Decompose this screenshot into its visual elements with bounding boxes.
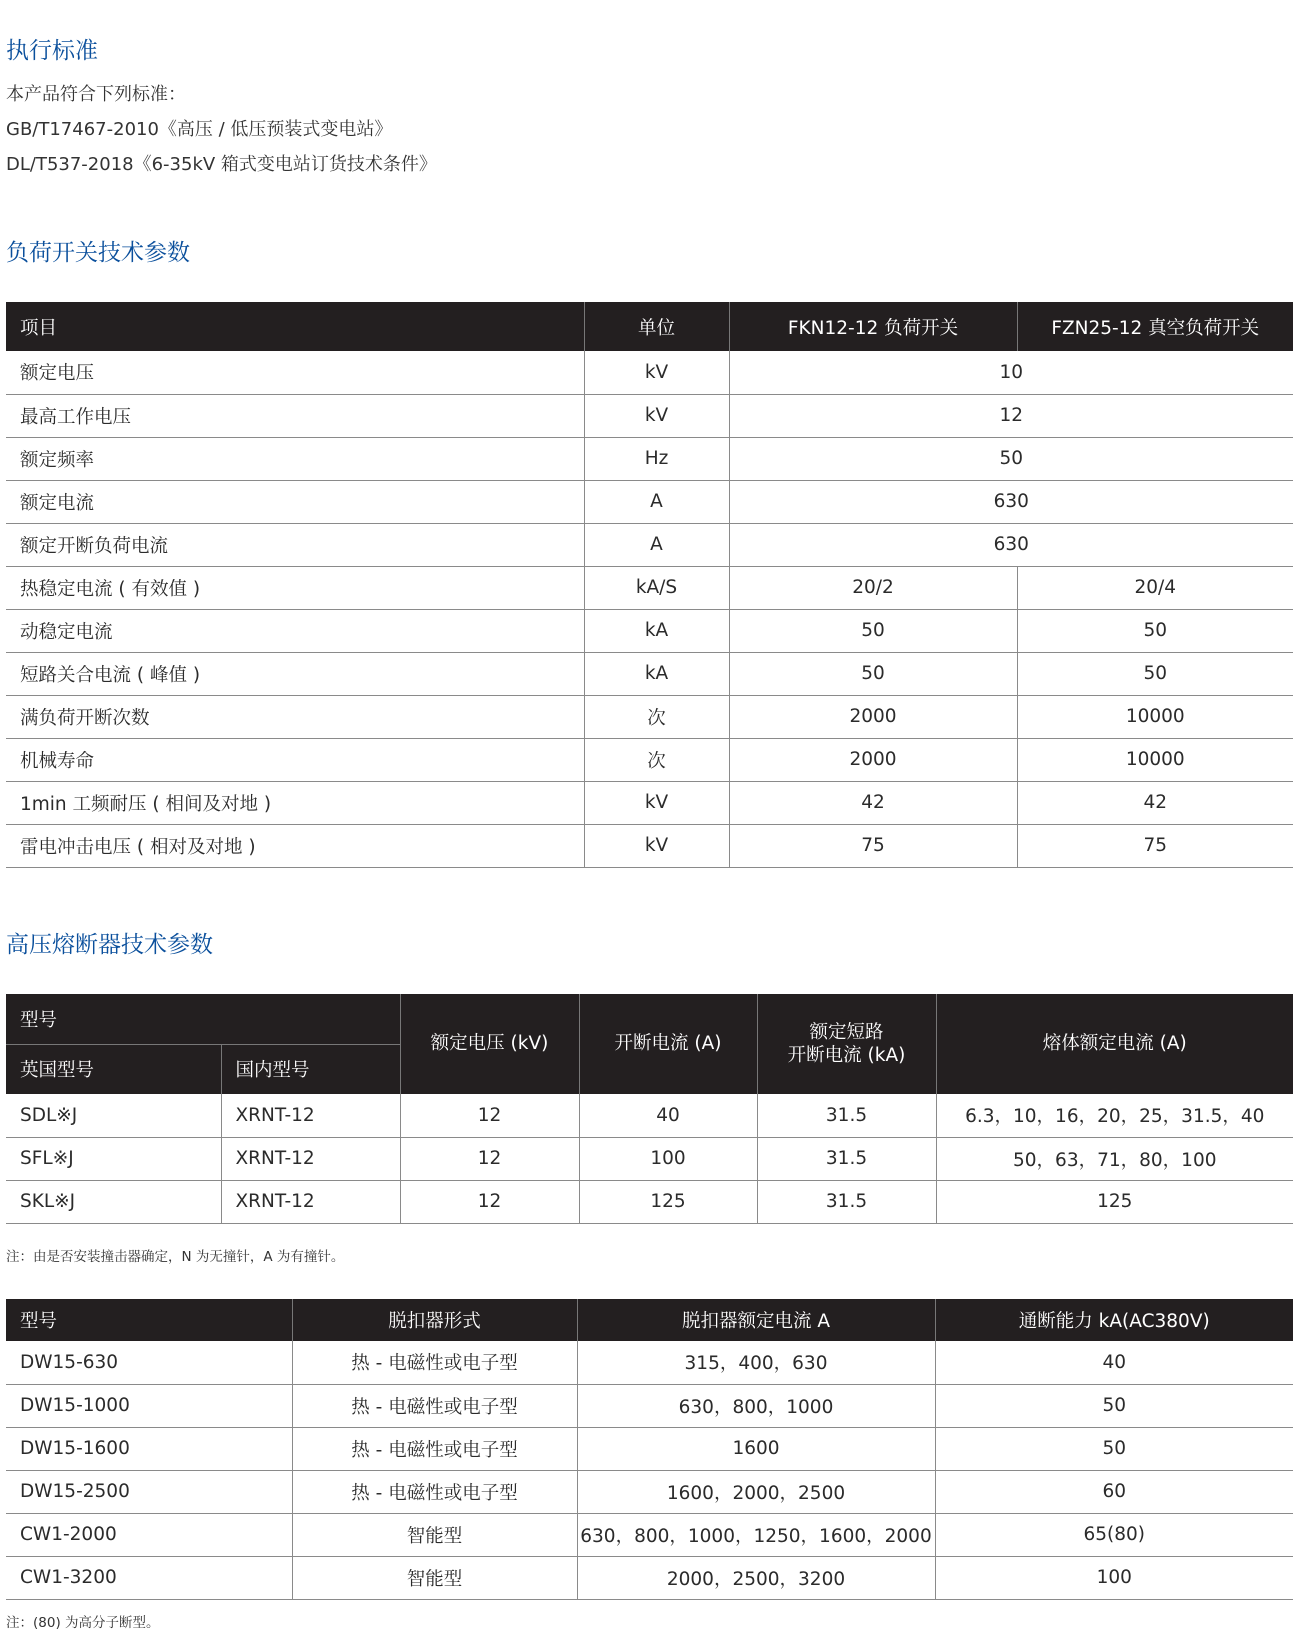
table-row: [6, 1137, 1293, 1180]
row-unit: kA/S: [584, 566, 729, 609]
row-capacity: 65(80): [935, 1513, 1293, 1556]
row-fzn: 42: [1017, 781, 1293, 824]
fuse-heading: 高压熔断器技术参数: [6, 932, 213, 958]
row-unit: kV: [584, 351, 729, 394]
table-row: [6, 781, 1293, 824]
row-model: DW15-630: [6, 1341, 292, 1384]
row-item: 最高工作电压: [6, 394, 584, 437]
header-model: 型号: [6, 994, 400, 1044]
row-fzn: 10000: [1017, 738, 1293, 781]
table-row: [6, 1470, 1293, 1513]
table-row: [6, 1427, 1293, 1470]
row-item: 动稳定电流: [6, 609, 584, 652]
table-row: [6, 351, 1293, 394]
row-unit: Hz: [584, 437, 729, 480]
row-unit: 次: [584, 695, 729, 738]
row-melt: 125: [936, 1180, 1293, 1223]
row-item: 机械寿命: [6, 738, 584, 781]
row-short: 31.5: [757, 1094, 936, 1137]
row-unit: kA: [584, 652, 729, 695]
row-melt: 50，63，71，80，100: [936, 1137, 1293, 1180]
header-short-circuit-line2: 开断电流 (kA): [787, 1045, 906, 1066]
row-item: 满负荷开断次数: [6, 695, 584, 738]
table-row: [6, 480, 1293, 523]
row-type: 热 - 电磁性或电子型: [292, 1470, 577, 1513]
row-model: CW1-3200: [6, 1556, 292, 1599]
row-fzn: 75: [1017, 824, 1293, 867]
table-row: [6, 1556, 1293, 1599]
row-cn-model: XRNT-12: [221, 1180, 400, 1223]
row-current: 1600，2000，2500: [577, 1470, 935, 1513]
standard-line-1: GB/T17467-2010《高压 / 低压预装式变电站》: [6, 119, 393, 140]
row-model: DW15-1600: [6, 1427, 292, 1470]
header-uk-model: 英国型号: [6, 1044, 221, 1094]
row-capacity: 50: [935, 1384, 1293, 1427]
row-fzn: 50: [1017, 652, 1293, 695]
table-row: [6, 523, 1293, 566]
row-fzn: 20/4: [1017, 566, 1293, 609]
row-type: 热 - 电磁性或电子型: [292, 1384, 577, 1427]
row-type: 热 - 电磁性或电子型: [292, 1341, 577, 1384]
row-item: 热稳定电流 ( 有效值 ): [6, 566, 584, 609]
table-row: [6, 394, 1293, 437]
row-value: 630: [729, 523, 1293, 566]
table-header-row: [6, 994, 1293, 1044]
row-fkn: 50: [729, 652, 1017, 695]
row-capacity: 50: [935, 1427, 1293, 1470]
table-row: [6, 1094, 1293, 1137]
standards-heading: 执行标准: [6, 38, 98, 64]
row-model: DW15-1000: [6, 1384, 292, 1427]
row-unit: kA: [584, 609, 729, 652]
row-short: 31.5: [757, 1180, 936, 1223]
row-unit: kV: [584, 394, 729, 437]
row-unit: 次: [584, 738, 729, 781]
header-item: 项目: [6, 302, 584, 351]
table-row: [6, 1180, 1293, 1223]
table-row: [6, 609, 1293, 652]
standard-line-2: DL/T537-2018《6-35kV 箱式变电站订货技术条件》: [6, 154, 437, 175]
table-header-row: [6, 302, 1293, 351]
row-current: 315，400，630: [577, 1341, 935, 1384]
standards-intro: 本产品符合下列标准：: [6, 84, 186, 105]
breaker-table: [6, 1299, 1293, 1600]
row-voltage: 12: [400, 1180, 579, 1223]
row-unit: kV: [584, 781, 729, 824]
row-item: 额定电流: [6, 480, 584, 523]
row-fkn: 20/2: [729, 566, 1017, 609]
header-short-circuit-line1: 额定短路: [809, 1021, 884, 1043]
row-fkn: 50: [729, 609, 1017, 652]
row-fkn: 2000: [729, 695, 1017, 738]
row-unit: kV: [584, 824, 729, 867]
fuse-table: [6, 994, 1293, 1224]
row-voltage: 12: [400, 1094, 579, 1137]
table-row: [6, 437, 1293, 480]
row-melt: 6.3，10，16，20，25，31.5，40: [936, 1094, 1293, 1137]
header-unit: 单位: [584, 302, 729, 351]
row-item: 短路关合电流 ( 峰值 ): [6, 652, 584, 695]
row-cn-model: XRNT-12: [221, 1094, 400, 1137]
load-switch-heading: 负荷开关技术参数: [6, 240, 190, 266]
header-voltage: 额定电压 (kV): [400, 994, 579, 1094]
row-model: CW1-2000: [6, 1513, 292, 1556]
row-unit: A: [584, 480, 729, 523]
table-row: [6, 1341, 1293, 1384]
header-melt-current: 熔体额定电流 (A): [936, 994, 1293, 1094]
row-break: 125: [579, 1180, 757, 1223]
row-voltage: 12: [400, 1137, 579, 1180]
row-current: 630，800，1000，1250，1600，2000: [577, 1513, 935, 1556]
header-short-circuit: [757, 994, 936, 1094]
row-type: 智能型: [292, 1556, 577, 1599]
row-capacity: 40: [935, 1341, 1293, 1384]
row-value: 50: [729, 437, 1293, 480]
row-fkn: 75: [729, 824, 1017, 867]
table-header-row: [6, 1299, 1293, 1341]
table-row: [6, 695, 1293, 738]
fuse-note: 注：由是否安装撞击器确定，N 为无撞针，A 为有撞针。: [6, 1249, 345, 1265]
row-value: 630: [729, 480, 1293, 523]
row-current: 2000，2500，3200: [577, 1556, 935, 1599]
header-trip-current: 脱扣器额定电流 A: [577, 1299, 935, 1341]
row-uk-model: SKL※J: [6, 1180, 221, 1223]
table-row: [6, 738, 1293, 781]
breaker-note: 注：(80) 为高分子断型。: [6, 1615, 160, 1631]
row-break: 100: [579, 1137, 757, 1180]
row-unit: A: [584, 523, 729, 566]
row-item: 额定开断负荷电流: [6, 523, 584, 566]
header-model: 型号: [6, 1299, 292, 1341]
row-fzn: 50: [1017, 609, 1293, 652]
header-fzn: FZN25-12 真空负荷开关: [1017, 302, 1293, 351]
row-fkn: 2000: [729, 738, 1017, 781]
row-item: 雷电冲击电压 ( 相对及对地 ): [6, 824, 584, 867]
row-fkn: 42: [729, 781, 1017, 824]
header-cn-model: 国内型号: [221, 1044, 400, 1094]
row-type: 热 - 电磁性或电子型: [292, 1427, 577, 1470]
row-item: 额定电压: [6, 351, 584, 394]
load-switch-table: [6, 302, 1293, 868]
row-uk-model: SFL※J: [6, 1137, 221, 1180]
table-row: [6, 566, 1293, 609]
row-capacity: 100: [935, 1556, 1293, 1599]
row-short: 31.5: [757, 1137, 936, 1180]
row-break: 40: [579, 1094, 757, 1137]
header-break-current: 开断电流 (A): [579, 994, 757, 1094]
row-uk-model: SDL※J: [6, 1094, 221, 1137]
row-current: 630，800，1000: [577, 1384, 935, 1427]
table-row: [6, 652, 1293, 695]
row-model: DW15-2500: [6, 1470, 292, 1513]
row-item: 额定频率: [6, 437, 584, 480]
row-item: 1min 工频耐压 ( 相间及对地 ): [6, 781, 584, 824]
row-value: 10: [729, 351, 1293, 394]
header-trip-type: 脱扣器形式: [292, 1299, 577, 1341]
row-type: 智能型: [292, 1513, 577, 1556]
table-row: [6, 1384, 1293, 1427]
header-capacity: 通断能力 kA(AC380V): [935, 1299, 1293, 1341]
table-row: [6, 1513, 1293, 1556]
table-row: [6, 824, 1293, 867]
row-capacity: 60: [935, 1470, 1293, 1513]
row-fzn: 10000: [1017, 695, 1293, 738]
row-value: 12: [729, 394, 1293, 437]
row-current: 1600: [577, 1427, 935, 1470]
header-fkn: FKN12-12 负荷开关: [729, 302, 1017, 351]
row-cn-model: XRNT-12: [221, 1137, 400, 1180]
